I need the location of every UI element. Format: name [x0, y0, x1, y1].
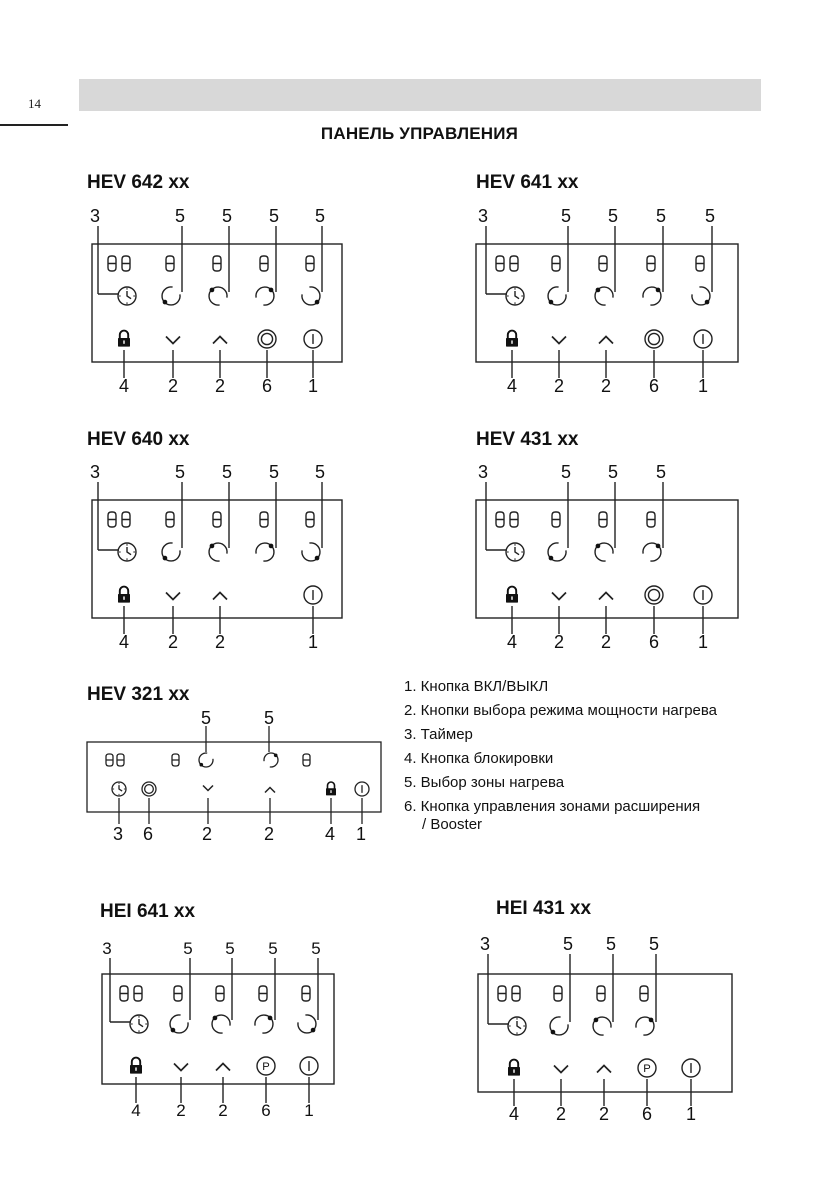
legend-item: 4. Кнопка блокировки	[404, 750, 554, 767]
callout-number-button: 6	[261, 376, 273, 396]
callout-number-button: 1	[685, 1104, 697, 1124]
clock-hands-icon	[517, 1021, 521, 1029]
callout-number-zone: 5	[560, 462, 572, 482]
callout-number-timer: 3	[479, 934, 491, 954]
callout-number-button: 2	[176, 1101, 186, 1120]
seven-segment-digit	[496, 256, 504, 271]
seven-segment-digit	[640, 986, 648, 1001]
callout-number-zone: 5	[562, 934, 574, 954]
callout-number-zone: 5	[648, 934, 660, 954]
callout-number-zone: 5	[655, 462, 667, 482]
seven-segment-digit	[106, 754, 113, 766]
lock-keyhole-icon	[513, 1069, 514, 1072]
callout-number-zone: 5	[314, 462, 326, 482]
booster-outer-ring-icon	[645, 586, 663, 604]
legend-item: 6. Кнопка управления зонами расширения / Booster	[404, 798, 701, 833]
zone-dot-icon	[163, 556, 168, 561]
callout-number-button: 2	[201, 824, 213, 844]
seven-segment-digit	[122, 256, 130, 271]
seven-segment-digit	[213, 256, 221, 271]
chevron-up-icon	[599, 337, 613, 344]
booster-outer-ring-icon	[258, 330, 276, 348]
lock-keyhole-icon	[330, 790, 331, 793]
zone-dot-icon	[705, 300, 710, 305]
lock-keyhole-icon	[135, 1067, 136, 1070]
zone-dot-icon	[656, 544, 661, 549]
panel-diagram-hev-642	[80, 202, 350, 398]
zone-dot-icon	[274, 753, 278, 757]
callout-number-zone: 5	[225, 939, 235, 958]
seven-segment-digit	[259, 986, 267, 1001]
seven-segment-digit	[213, 512, 221, 527]
chevron-down-icon	[174, 1064, 188, 1071]
seven-segment-digit	[496, 512, 504, 527]
model-title-hev-642: HEV 642 xx	[87, 172, 190, 193]
zone-dot-icon	[596, 288, 601, 293]
lock-shackle-icon	[508, 587, 516, 595]
callout-number-zone: 5	[174, 206, 186, 226]
lock-keyhole-icon	[123, 340, 124, 343]
zone-dot-icon	[171, 1028, 176, 1033]
lock-shackle-icon	[132, 1058, 140, 1066]
callout-number-zone: 5	[174, 462, 186, 482]
callout-number-timer: 3	[89, 206, 101, 226]
legend-item: 2. Кнопки выбора режима мощности нагрева	[404, 702, 718, 719]
zone-dot-icon	[656, 288, 661, 293]
panel-diagram-hei-641	[92, 934, 342, 1124]
panel-diagram-hev-641	[468, 202, 738, 398]
clock-hands-icon	[139, 1019, 143, 1027]
lock-shackle-icon	[328, 782, 335, 789]
p-symbol: P	[643, 1063, 651, 1076]
callout-number-timer: 3	[102, 939, 112, 958]
seven-segment-digit	[108, 512, 116, 527]
callout-number-button: 2	[263, 824, 275, 844]
callout-number-zone: 5	[605, 934, 617, 954]
chevron-down-icon	[554, 1066, 568, 1073]
legend-item: 3. Таймер	[404, 726, 473, 743]
callout-number-button: 6	[648, 632, 660, 652]
zone-dot-icon	[549, 556, 554, 561]
lock-shackle-icon	[510, 1060, 518, 1068]
seven-segment-digit	[216, 986, 224, 1001]
lock-shackle-icon	[508, 331, 516, 339]
callout-number-button: 4	[506, 632, 518, 652]
panel-diagram-hev-321	[84, 706, 384, 848]
lock-keyhole-icon	[511, 596, 512, 599]
zone-dot-icon	[649, 1018, 654, 1023]
seven-segment-digit	[512, 986, 520, 1001]
lock-keyhole-icon	[123, 596, 124, 599]
callout-number-zone: 5	[221, 462, 233, 482]
seven-segment-digit	[166, 512, 174, 527]
callout-number-button: 1	[697, 632, 709, 652]
seven-segment-digit	[134, 986, 142, 1001]
callout-number-button: 2	[598, 1104, 610, 1124]
chevron-down-icon	[203, 786, 213, 791]
panel-frame	[87, 742, 381, 812]
callout-number-timer: 3	[477, 206, 489, 226]
callout-number-timer: 3	[477, 462, 489, 482]
callout-number-button: 2	[553, 376, 565, 396]
seven-segment-digit	[597, 986, 605, 1001]
lock-keyhole-icon	[511, 340, 512, 343]
seven-segment-digit	[552, 256, 560, 271]
callout-number-zone: 5	[268, 206, 280, 226]
callout-number-button: 2	[600, 632, 612, 652]
callout-number-button: 4	[118, 632, 130, 652]
callout-number-button: 2	[167, 376, 179, 396]
callout-number-button: 2	[555, 1104, 567, 1124]
callout-number-button: 4	[118, 376, 130, 396]
callout-number-button: 2	[214, 632, 226, 652]
seven-segment-digit	[498, 986, 506, 1001]
callout-number-button: 1	[697, 376, 709, 396]
zone-dot-icon	[210, 288, 215, 293]
panel-diagram-hev-431	[468, 458, 738, 654]
seven-segment-digit	[108, 256, 116, 271]
chevron-up-icon	[213, 593, 227, 600]
callout-number-button: 2	[600, 376, 612, 396]
model-title-hei-431: HEI 431 xx	[496, 898, 592, 919]
callout-number-zone: 5	[655, 206, 667, 226]
callout-number-zone: 5	[704, 206, 716, 226]
chevron-down-icon	[166, 593, 180, 600]
panel-diagram-hev-640	[80, 458, 350, 654]
seven-segment-digit	[172, 754, 179, 766]
callout-number-button: 1	[304, 1101, 314, 1120]
callout-number-zone: 5	[200, 708, 212, 728]
zone-dot-icon	[199, 763, 203, 767]
seven-segment-digit	[552, 512, 560, 527]
model-title-hev-321: HEV 321 xx	[87, 684, 190, 705]
callout-number-zone: 5	[221, 206, 233, 226]
zone-dot-icon	[213, 1016, 218, 1021]
callout-number-zone: 5	[183, 939, 193, 958]
callout-number-zone: 5	[268, 939, 278, 958]
lock-shackle-icon	[120, 331, 128, 339]
zone-dot-icon	[315, 556, 320, 561]
booster-outer-ring-icon	[645, 330, 663, 348]
callout-number-zone: 5	[263, 708, 275, 728]
seven-segment-digit	[303, 754, 310, 766]
seven-segment-digit	[302, 986, 310, 1001]
chevron-up-icon	[599, 593, 613, 600]
callout-number-zone: 5	[314, 206, 326, 226]
zone-dot-icon	[596, 544, 601, 549]
chevron-down-icon	[552, 593, 566, 600]
seven-segment-digit	[647, 256, 655, 271]
zone-dot-icon	[315, 300, 320, 305]
callout-number-zone: 5	[311, 939, 321, 958]
panel-diagram-hei-431	[470, 930, 732, 1126]
seven-segment-digit	[166, 256, 174, 271]
page-number: 14	[28, 96, 41, 111]
callout-number-button: 3	[112, 824, 124, 844]
legend-item: 5. Выбор зоны нагрева	[404, 774, 565, 791]
clock-hands-icon	[119, 785, 122, 791]
chevron-down-icon	[552, 337, 566, 344]
callout-number-timer: 3	[89, 462, 101, 482]
chevron-down-icon	[166, 337, 180, 344]
seven-segment-digit	[120, 986, 128, 1001]
booster-inner-ring-icon	[648, 333, 659, 344]
callout-number-button: 6	[648, 376, 660, 396]
clock-hands-icon	[127, 547, 131, 555]
zone-dot-icon	[551, 1030, 556, 1035]
booster-inner-ring-icon	[648, 589, 659, 600]
chevron-up-icon	[265, 788, 275, 793]
callout-number-zone: 5	[268, 462, 280, 482]
zone-dot-icon	[549, 300, 554, 305]
seven-segment-digit	[174, 986, 182, 1001]
seven-segment-digit	[122, 512, 130, 527]
lock-shackle-icon	[120, 587, 128, 595]
callout-number-button: 2	[167, 632, 179, 652]
callout-number-zone: 5	[607, 206, 619, 226]
callout-number-button: 1	[307, 376, 319, 396]
callout-number-button: 4	[324, 824, 336, 844]
zone-dot-icon	[163, 300, 168, 305]
callout-number-button: 2	[218, 1101, 228, 1120]
zone-dot-icon	[311, 1028, 316, 1033]
seven-segment-digit	[117, 754, 124, 766]
callout-number-button: 4	[506, 376, 518, 396]
chevron-up-icon	[213, 337, 227, 344]
callout-number-button: 6	[641, 1104, 653, 1124]
model-title-hev-640: HEV 640 xx	[87, 429, 190, 450]
zone-dot-icon	[268, 1016, 273, 1021]
clock-hands-icon	[127, 291, 131, 299]
zone-dot-icon	[210, 544, 215, 549]
seven-segment-digit	[696, 256, 704, 271]
callout-number-button: 1	[307, 632, 319, 652]
section-title: ПАНЕЛЬ УПРАВЛЕНИЯ	[320, 124, 519, 143]
chevron-up-icon	[597, 1066, 611, 1073]
booster-inner-ring-icon	[261, 333, 272, 344]
callout-number-button: 6	[261, 1101, 271, 1120]
model-title-hei-641: HEI 641 xx	[100, 901, 196, 922]
callout-number-zone: 5	[607, 462, 619, 482]
seven-segment-digit	[510, 512, 518, 527]
seven-segment-digit	[647, 512, 655, 527]
callout-number-button: 4	[131, 1101, 141, 1120]
seven-segment-digit	[260, 512, 268, 527]
seven-segment-digit	[554, 986, 562, 1001]
model-title-hev-431: HEV 431 xx	[476, 429, 579, 450]
p-symbol: P	[262, 1061, 270, 1074]
callout-number-button: 2	[214, 376, 226, 396]
callout-number-button: 6	[142, 824, 154, 844]
booster-inner-ring-icon	[145, 785, 154, 794]
clock-hands-icon	[515, 547, 519, 555]
callout-number-button: 1	[355, 824, 367, 844]
zone-dot-icon	[269, 288, 274, 293]
seven-segment-digit	[599, 256, 607, 271]
seven-segment-digit	[510, 256, 518, 271]
seven-segment-digit	[260, 256, 268, 271]
chevron-up-icon	[216, 1064, 230, 1071]
zone-dot-icon	[269, 544, 274, 549]
clock-hands-icon	[515, 291, 519, 299]
seven-segment-digit	[306, 512, 314, 527]
zone-dot-icon	[594, 1018, 599, 1023]
seven-segment-digit	[599, 512, 607, 527]
callout-number-button: 4	[508, 1104, 520, 1124]
seven-segment-digit	[306, 256, 314, 271]
callout-number-button: 2	[553, 632, 565, 652]
legend	[404, 678, 824, 840]
model-title-hev-641: HEV 641 xx	[476, 172, 579, 193]
legend-item: 1. Кнопка ВКЛ/ВЫКЛ	[404, 678, 549, 695]
callout-number-zone: 5	[560, 206, 572, 226]
header-bar	[79, 79, 761, 111]
